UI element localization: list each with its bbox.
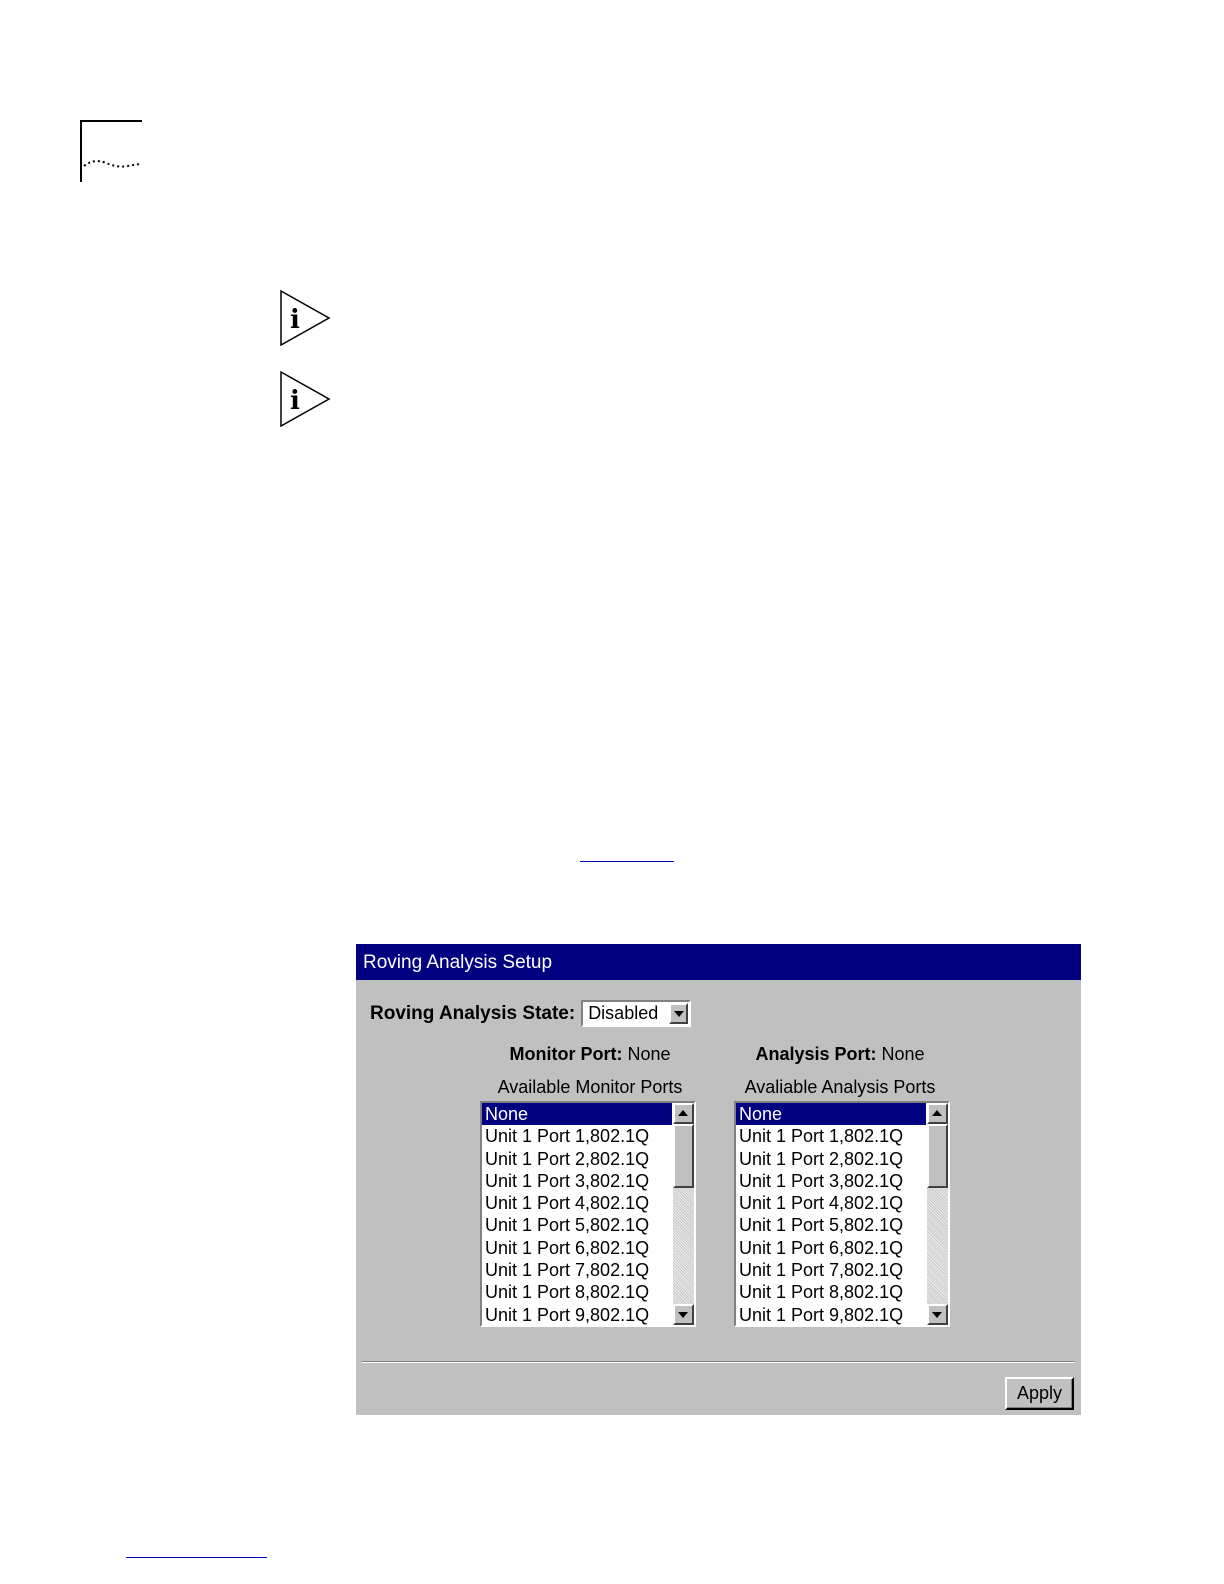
analysis-port-line bbox=[725, 1044, 955, 1065]
list-item[interactable]: Unit 1 Port 6,802.1Q bbox=[485, 1237, 650, 1258]
footer-link-underline[interactable] bbox=[126, 1557, 267, 1558]
list-item[interactable]: Unit 1 Port 2,802.1Q bbox=[739, 1148, 904, 1169]
monitor-column bbox=[475, 1044, 705, 1098]
state-select-value: Disabled bbox=[588, 1003, 659, 1023]
list-item[interactable]: Unit 1 Port 7,802.1Q bbox=[739, 1260, 904, 1281]
list-item[interactable]: Unit 1 Port 6,802.1Q bbox=[739, 1237, 904, 1258]
page-corner-mark-icon bbox=[80, 120, 144, 182]
chevron-down-icon bbox=[674, 1011, 684, 1017]
dialog-title: Roving Analysis Setup bbox=[356, 944, 1081, 980]
scroll-up-button[interactable] bbox=[927, 1103, 948, 1124]
list-item[interactable]: Unit 1 Port 5,802.1Q bbox=[485, 1215, 650, 1236]
monitor-ports-items bbox=[482, 1103, 672, 1326]
analysis-ports-listbox[interactable] bbox=[734, 1101, 950, 1327]
list-item[interactable]: None bbox=[736, 1103, 926, 1125]
scroll-down-button[interactable] bbox=[927, 1304, 948, 1325]
roving-analysis-dialog bbox=[356, 944, 1081, 1415]
list-item[interactable]: None bbox=[482, 1103, 672, 1125]
monitor-port-label: Monitor Port: bbox=[509, 1044, 623, 1064]
list-item[interactable]: Unit 1 Port 1,802.1Q bbox=[739, 1126, 904, 1147]
analysis-ports-caption: Avaliable Analysis Ports bbox=[744, 1077, 936, 1097]
monitor-port-line bbox=[475, 1044, 705, 1065]
info-note-icon bbox=[280, 371, 332, 427]
list-item[interactable]: Unit 1 Port 3,802.1Q bbox=[485, 1170, 650, 1191]
svg-text:i: i bbox=[290, 386, 300, 416]
monitor-ports-caption: Available Monitor Ports bbox=[497, 1077, 683, 1097]
arrow-down-icon bbox=[678, 1312, 688, 1318]
list-item[interactable]: Unit 1 Port 7,802.1Q bbox=[485, 1260, 650, 1281]
info-note-icon bbox=[280, 290, 332, 346]
list-item[interactable]: Unit 1 Port 9,802.1Q bbox=[485, 1304, 650, 1325]
state-row bbox=[370, 1000, 691, 1027]
state-label: Roving Analysis State: bbox=[370, 1002, 576, 1024]
dialog-separator bbox=[362, 1361, 1075, 1363]
analysis-column bbox=[725, 1044, 955, 1098]
hyperlink-underline[interactable] bbox=[580, 861, 674, 862]
svg-text:i: i bbox=[290, 305, 300, 335]
list-item[interactable]: Unit 1 Port 8,802.1Q bbox=[485, 1282, 650, 1303]
apply-button[interactable]: Apply bbox=[1005, 1377, 1074, 1410]
analysis-ports-items bbox=[736, 1103, 926, 1326]
list-item[interactable]: Unit 1 Port 4,802.1Q bbox=[739, 1193, 904, 1214]
list-item[interactable]: Unit 1 Port 9,802.1Q bbox=[739, 1304, 904, 1325]
list-item[interactable]: Unit 1 Port 5,802.1Q bbox=[739, 1215, 904, 1236]
monitor-port-value: None bbox=[627, 1044, 671, 1064]
monitor-ports-listbox[interactable] bbox=[480, 1101, 696, 1327]
analysis-scrollbar[interactable] bbox=[927, 1103, 948, 1325]
scroll-thumb[interactable] bbox=[673, 1124, 694, 1188]
scroll-thumb[interactable] bbox=[927, 1124, 948, 1188]
list-item[interactable]: Unit 1 Port 1,802.1Q bbox=[485, 1126, 650, 1147]
state-select[interactable] bbox=[581, 1000, 691, 1027]
list-item[interactable]: Unit 1 Port 2,802.1Q bbox=[485, 1148, 650, 1169]
list-item[interactable]: Unit 1 Port 8,802.1Q bbox=[739, 1282, 904, 1303]
arrow-up-icon bbox=[678, 1110, 688, 1116]
analysis-port-label: Analysis Port: bbox=[755, 1044, 877, 1064]
scroll-down-button[interactable] bbox=[673, 1304, 694, 1325]
analysis-port-value: None bbox=[881, 1044, 925, 1064]
arrow-down-icon bbox=[932, 1312, 942, 1318]
list-item[interactable]: Unit 1 Port 3,802.1Q bbox=[739, 1170, 904, 1191]
scroll-up-button[interactable] bbox=[673, 1103, 694, 1124]
list-item[interactable]: Unit 1 Port 4,802.1Q bbox=[485, 1193, 650, 1214]
dropdown-arrow-button[interactable] bbox=[669, 1003, 688, 1024]
monitor-scrollbar[interactable] bbox=[673, 1103, 694, 1325]
arrow-up-icon bbox=[932, 1110, 942, 1116]
